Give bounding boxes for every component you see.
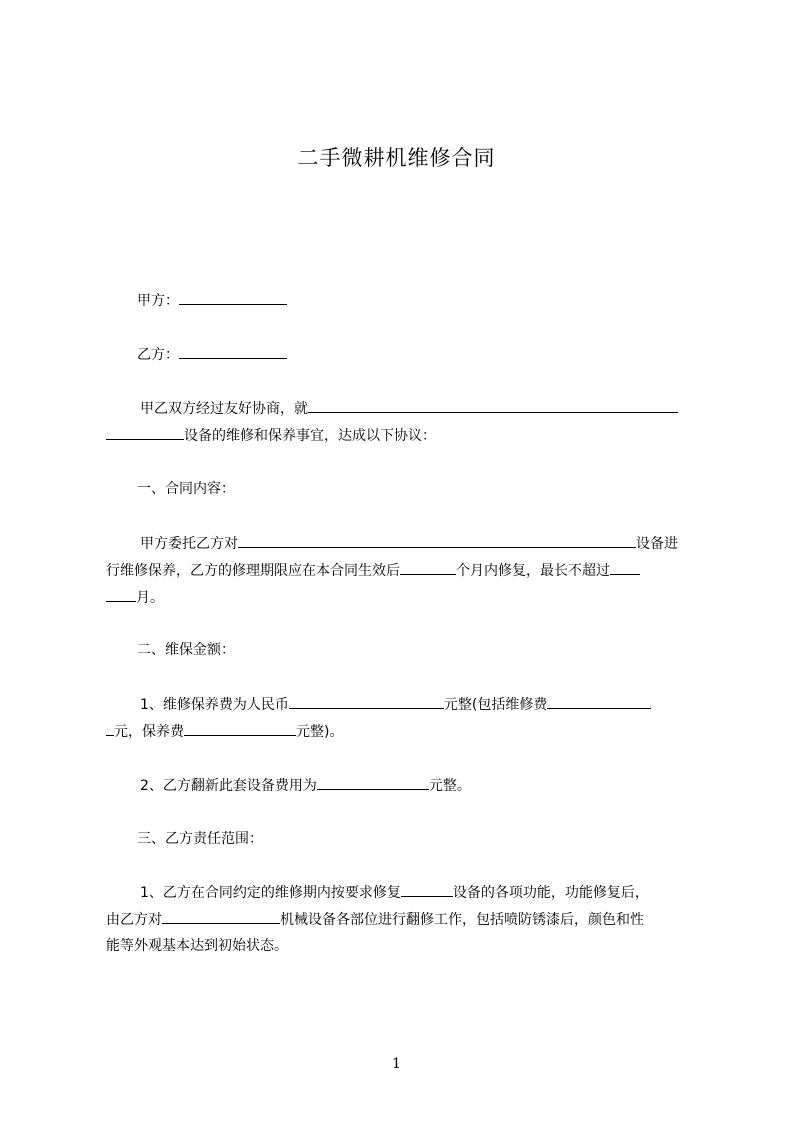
section3-item1-line-2: [106, 909, 644, 930]
section1-blank-3: [610, 560, 640, 575]
intro-line-1: [140, 398, 678, 419]
section2-text-1b: 元整(包括维修费: [443, 697, 548, 713]
section3-text-1b: 设备的各项功能，功能修复后，: [452, 885, 649, 901]
party-b-line: [137, 344, 287, 365]
party-b-blank: [179, 344, 287, 359]
section1-line-1: [140, 533, 678, 554]
section2-item1-line-2: [106, 721, 343, 742]
section3-text-1a: 1、乙方在合同约定的维修期内按要求修复: [140, 885, 401, 901]
section2-blank-1: [289, 694, 444, 709]
section1-line-3: [106, 587, 164, 608]
party-b-label: 乙方：: [137, 347, 179, 363]
intro-blank-1: [308, 398, 678, 413]
section2-text-1a: 1、维修保养费为人民币: [140, 697, 289, 713]
section3-blank-1: [401, 882, 453, 897]
section3-item1-line-3: 能等外观基本达到初始状态。: [106, 938, 288, 954]
section2-heading: 二、维保金额：: [137, 642, 235, 658]
section1-text-2a: 行维修保养，乙方的修理期限应在本合同生效后: [106, 563, 400, 579]
section3-text-1c: 由乙方对: [106, 912, 162, 928]
page-title: 二手微耕机维修合同: [297, 146, 496, 170]
section2-item2-line: [140, 775, 471, 796]
intro-text-1: 甲乙双方经过友好协商，就: [140, 401, 308, 417]
section2-item1-line-1: [140, 694, 651, 715]
section2-blank-3: [106, 721, 114, 736]
section3-blank-2: [162, 909, 280, 924]
intro-text-2: 设备的维修和保养事宜，达成以下协议：: [184, 428, 436, 444]
section1-text-2b: 个月内修复，最长不超过: [456, 563, 610, 579]
section1-text-1a: 甲方委托乙方对: [140, 536, 238, 552]
section1-blank-2: [400, 560, 456, 575]
section2-blank-5: [317, 775, 429, 790]
section2-text-2a: 2、乙方翻新此套设备费用为: [140, 778, 317, 794]
section3-text-1d: 机械设备各部位进行翻修工作，包括喷防锈漆后，颜色和性: [280, 912, 644, 928]
section1-heading: 一、合同内容：: [137, 481, 235, 497]
section2-blank-4: [184, 721, 296, 736]
section1-line-2: [106, 560, 640, 581]
section2-text-1c: 元，保养费: [114, 724, 184, 740]
section1-blank-1: [238, 533, 636, 548]
intro-blank-2: [106, 425, 184, 440]
party-a-line: [137, 290, 287, 311]
section1-blank-4: [106, 587, 136, 602]
intro-line-2: [106, 425, 436, 446]
section2-text-1d: 元整)。: [296, 724, 344, 740]
party-a-blank: [179, 290, 287, 305]
section1-text-3: 月。: [136, 590, 164, 606]
section3-item1-line-1: [140, 882, 649, 903]
section1-text-1b: 设备进: [636, 536, 678, 552]
section2-text-2b: 元整。: [428, 778, 471, 794]
party-a-label: 甲方：: [137, 293, 179, 309]
section2-blank-2: [547, 694, 651, 709]
section3-heading: 三、乙方责任范围：: [137, 831, 263, 847]
page-number: 1: [392, 1056, 401, 1072]
